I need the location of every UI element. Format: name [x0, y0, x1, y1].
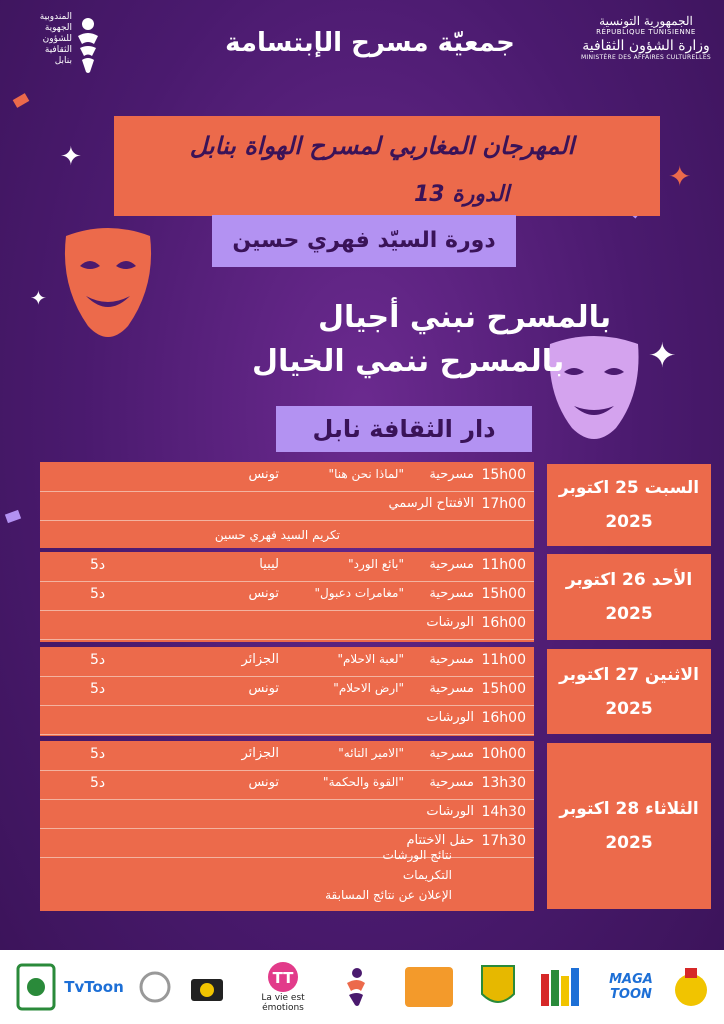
- sponsor-logo-camera-icon: [182, 960, 232, 1014]
- play-country: ليبيا: [259, 557, 279, 572]
- organizer-name: جمعيّة مسرح الإبتسامة: [225, 28, 515, 58]
- sparkle-icon: ✦: [30, 286, 47, 310]
- confetti-icon: [13, 93, 30, 108]
- play-title: "القوة والحكمة": [323, 775, 404, 789]
- day-year: 2025: [605, 604, 653, 624]
- event-detail: تكريم السيد فهري حسين: [214, 528, 340, 542]
- event-name: حفل الاختتام: [406, 833, 474, 848]
- day-date: السبت 25 اكتوبر: [558, 478, 700, 498]
- festival-title: المهرجان المغاربي لمسرح الهواة بنابل: [189, 132, 575, 160]
- schedule-row: [40, 741, 534, 771]
- ticket-price: 5د: [90, 681, 106, 697]
- play-country: تونس: [248, 681, 279, 696]
- play-title: "لماذا نحن هنا": [328, 467, 404, 481]
- confetti-icon: [5, 510, 21, 523]
- ministry-name-fr: MINISTÈRE DES AFFAIRES CULTURELLES: [580, 54, 712, 61]
- day-label: [547, 743, 711, 909]
- day-label: [547, 554, 711, 640]
- event-time: 16h00: [481, 615, 526, 631]
- ticket-price: 5د: [90, 746, 106, 762]
- sponsor-logo-regional: [326, 960, 382, 1014]
- ministry-republic-fr: RÉPUBLIQUE TUNISIENNE: [596, 28, 696, 36]
- event-detail: نتائج الورشات: [382, 848, 452, 862]
- play-country: تونس: [248, 467, 279, 482]
- event-kind: مسرحية: [429, 467, 474, 482]
- play-title: "لعبة الاحلام": [337, 652, 404, 666]
- play-country: تونس: [248, 586, 279, 601]
- event-time: 17h00: [481, 496, 526, 512]
- venue-name: دار الثقافة نابل: [312, 415, 496, 443]
- schedule-row: [40, 676, 534, 706]
- day-label: [547, 649, 711, 734]
- ticket-price: 5د: [90, 586, 106, 602]
- regional-culture-logo-line: الجهوية: [44, 23, 72, 33]
- sponsors-footer: [0, 950, 724, 1024]
- slogan-line-2: بالمسرح ننمي الخيال: [252, 344, 565, 379]
- ticket-price: 5د: [90, 557, 106, 573]
- event-name: الورشات: [426, 615, 474, 630]
- ministry-logo: [576, 14, 716, 61]
- regional-culture-logo-line: للشؤون: [42, 34, 72, 44]
- festival-banner: [114, 116, 660, 216]
- event-time: 10h00: [481, 746, 526, 762]
- sparkle-icon: ✦: [668, 160, 692, 193]
- ticket-price: 5د: [90, 775, 106, 791]
- ministry-name-ar: وزارة الشؤون الثقافية: [582, 38, 710, 54]
- event-time: 15h00: [481, 681, 526, 697]
- schedule-row: [40, 552, 534, 582]
- play-title: "مغامرات دعبول": [314, 586, 404, 600]
- event-kind: مسرحية: [429, 681, 474, 696]
- tribute-box: [212, 215, 516, 267]
- comedy-mask-icon: [58, 226, 158, 344]
- regional-culture-logo-text: [30, 12, 72, 67]
- sponsor-logo-tt: [246, 960, 320, 1014]
- festival-edition: الدورة 13: [414, 182, 510, 207]
- venue-box: [276, 406, 532, 452]
- event-name: الورشات: [426, 710, 474, 725]
- play-title: "ارض الاحلام": [333, 681, 404, 695]
- sparkle-icon: ✦: [648, 336, 677, 376]
- regional-culture-logo-line: الثقافية: [44, 45, 72, 55]
- sponsor-logo-festival: [668, 960, 714, 1014]
- event-name: الورشات: [426, 804, 474, 819]
- sponsor-tt-slogan: La vie est émotions: [261, 993, 305, 1013]
- schedule-row: [40, 770, 534, 800]
- event-time: 17h30: [481, 833, 526, 849]
- schedule-row: [40, 581, 534, 611]
- sparkle-icon: ✦: [60, 142, 82, 172]
- play-country: الجزائر: [241, 652, 279, 667]
- schedule-row: [40, 610, 534, 640]
- event-time: 13h30: [481, 775, 526, 791]
- play-country: الجزائر: [241, 746, 279, 761]
- schedule-row: [40, 705, 534, 735]
- play-country: تونس: [248, 775, 279, 790]
- day-date: الثلاثاء 28 اكتوبر: [559, 799, 699, 819]
- sponsor-logo-magatoon: MAGA TOON: [609, 972, 653, 1002]
- schedule-row: [40, 828, 534, 858]
- day-year: 2025: [605, 512, 653, 532]
- ministry-republic-ar: الجمهورية التونسية: [599, 14, 693, 28]
- sponsor-logo-culture-house: [400, 960, 458, 1014]
- regional-culture-logo: [30, 12, 100, 92]
- event-kind: مسرحية: [429, 557, 474, 572]
- day-year: 2025: [605, 833, 653, 853]
- event-kind: مسرحية: [429, 586, 474, 601]
- ticket-price: 5د: [90, 652, 106, 668]
- schedule-row: [40, 799, 534, 829]
- svg-text:TT: TT: [272, 969, 294, 987]
- event-time: 15h00: [481, 586, 526, 602]
- event-detail: الإعلان عن نتائج المسابقة: [325, 888, 452, 902]
- event-kind: مسرحية: [429, 746, 474, 761]
- regional-culture-logo-line: المندوبية: [39, 12, 72, 22]
- tribute-text: دورة السيّد فهري حسين: [232, 228, 496, 253]
- day-date: الاثنين 27 اكتوبر: [559, 664, 699, 685]
- event-time: 16h00: [481, 710, 526, 726]
- event-name: الافتتاح الرسمي: [388, 496, 474, 511]
- regional-culture-emblem-icon: [74, 16, 100, 82]
- regional-culture-logo-line: بنابل: [54, 56, 72, 66]
- sponsor-logo-colors: [536, 960, 592, 1014]
- schedule-row: [40, 647, 534, 677]
- schedule-row: [40, 491, 534, 521]
- event-kind: مسرحية: [429, 775, 474, 790]
- event-time: 11h00: [481, 557, 526, 573]
- event-time: 14h30: [481, 804, 526, 820]
- day-year: 2025: [605, 698, 653, 719]
- sponsor-logo-municipality: [478, 960, 518, 1014]
- sponsor-logo-tvtoon: TvToon: [64, 978, 124, 996]
- event-detail: التكريمات: [402, 868, 452, 882]
- schedule-row: [40, 462, 534, 492]
- slogan-line-1: بالمسرح نبني أجيال: [318, 300, 612, 335]
- play-title: "بائع الورد": [348, 557, 404, 571]
- day-label: [547, 464, 711, 546]
- play-title: "الامير التائه": [338, 746, 404, 760]
- event-time: 15h00: [481, 467, 526, 483]
- day-date: الأحد 26 اكتوبر: [565, 570, 693, 590]
- sponsor-logo-center: [132, 960, 178, 1014]
- event-time: 11h00: [481, 652, 526, 668]
- sponsor-logo-club: [14, 960, 58, 1014]
- event-kind: مسرحية: [429, 652, 474, 667]
